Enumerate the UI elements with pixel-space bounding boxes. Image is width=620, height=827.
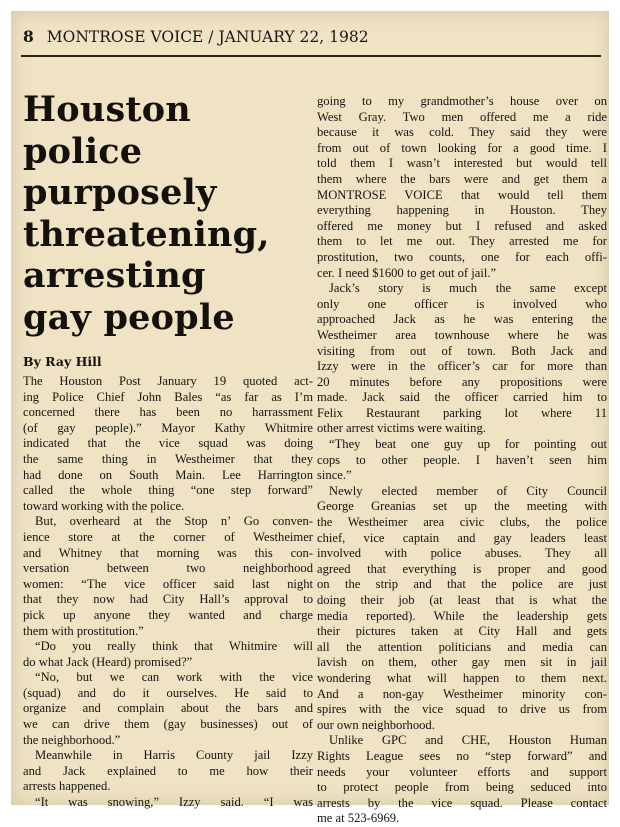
page-number: 8 — [23, 27, 34, 46]
text-line: to protect people from being seduced into — [317, 780, 607, 795]
text-line: indicated that the vice squad was doing — [23, 436, 313, 451]
text-line: concerned there has been no harrassment — [23, 405, 313, 420]
text-line: And a non-gay Westheimer minority con- — [317, 686, 607, 701]
text-line: we can drive them (gay businesses) out of — [23, 717, 313, 732]
text-line: the neighborhood.” — [23, 732, 121, 747]
text-line: because it was cold. They said they were — [317, 125, 607, 140]
text-line: the Westheimer area civic clubs, the police — [317, 515, 607, 530]
text-line: on the strip and that the police are just — [317, 577, 607, 592]
text-line: them to let me out. They arrested me for — [317, 234, 607, 249]
text-line: MONTROSE VOICE that would tell them — [317, 187, 607, 202]
masthead: MONTROSE VOICE / JANUARY 22, 1982 — [46, 28, 369, 46]
text-line: “They beat one guy up for pointing out — [329, 437, 607, 452]
text-line: from out of town looking for a good time. I — [317, 140, 607, 155]
text-line: do what Jack (Heard) promised?” — [23, 654, 193, 669]
text-line: Westheimer area townhouse where he was — [317, 327, 607, 342]
text-line: the same thing in Westheimer that they — [23, 451, 313, 466]
headline-line: police — [23, 130, 143, 172]
text-line: pick up anyone they wanted and charge — [23, 607, 313, 622]
text-line: arrests by the vice squad. Please contact — [317, 795, 607, 810]
headline-line: gay people — [23, 296, 235, 338]
text-line: spires with the vice squad to drive us from — [317, 702, 607, 717]
text-line: had done on South Main. Lee Harrington — [23, 467, 313, 482]
text-line: since.” — [317, 468, 352, 483]
text-line: me at 523-6969. — [317, 811, 400, 826]
text-line: them where the bars were and get them a — [317, 171, 607, 186]
text-line: them with prostitution.” — [23, 623, 144, 638]
text-line: offered me money but I refused and asked — [317, 218, 607, 233]
text-line: Unlike GPC and CHE, Houston Human — [329, 733, 607, 748]
text-line: wondering what will happen to them next. — [317, 670, 607, 685]
text-line: George Greanias set up the meeting with — [317, 499, 607, 514]
byline: By Ray Hill — [23, 354, 102, 369]
text-line: needs your volunteer efforts and support — [317, 764, 607, 779]
text-line: doing their job (at least that is what the — [317, 593, 607, 607]
text-line: (of gay people).” Mayor Kathy Whitmire — [23, 420, 313, 435]
text-line: told them I wasn’t interested but would tell — [317, 156, 607, 171]
text-line: our own neighborhood. — [317, 717, 435, 732]
text-line: Felix Restaurant parking lot where 11 — [317, 405, 607, 420]
text-line: versation between two neighborhood — [23, 561, 313, 576]
text-line: Jack’s story is much the same except — [329, 281, 607, 296]
text-line: lavish on them, other gay men sit in jail — [317, 655, 607, 670]
text-line: “Do you really think that Whitmire will — [35, 639, 313, 654]
text-line: media reported). While the leadership gets — [317, 608, 607, 623]
text-line: organize and complain about the bars and — [23, 701, 313, 716]
text-line: called the whole thing “one step forward” — [23, 483, 313, 498]
text-line: going to my grandmother’s house over on — [317, 94, 607, 108]
header-rule — [21, 55, 601, 57]
headline-line: purposely — [23, 172, 217, 213]
text-line: made. Jack said the officer carried him to — [317, 390, 607, 405]
text-line: cops to other people. I haven’t seen him — [317, 452, 607, 467]
article-column-left — [23, 374, 313, 811]
text-line: involved with police abuses. They all — [317, 546, 607, 561]
text-line: (squad) and do it ourselves. He said to — [23, 685, 313, 700]
text-line: cer. I need $1600 to get out of jail.” — [317, 265, 497, 280]
text-line: all the attention politicians and media can — [317, 639, 607, 654]
text-line: ience store at the corner of Westheimer — [23, 529, 313, 544]
text-line: women: “The vice officer said last night — [23, 576, 313, 591]
text-line: Izzy were in the officer’s car for more than — [317, 359, 607, 374]
text-line: West Gray. Two men offered me a ride — [317, 109, 607, 124]
text-line: and Jack explained to me how their — [23, 763, 313, 778]
text-line: visiting from out of town. Both Jack and — [317, 343, 607, 358]
headline-line: threatening, — [23, 213, 270, 255]
text-line: chief, vice captain and gay leaders least — [317, 530, 607, 545]
headline-line: Houston — [23, 89, 191, 130]
text-line: and Whitney that morning was this con- — [23, 545, 313, 560]
page-header — [23, 27, 597, 46]
text-line: Rights League sees no “step forward” and — [317, 748, 607, 763]
text-line: everything happening in Houston. They — [317, 203, 607, 218]
text-line: approached Jack as he was entering the — [317, 312, 607, 327]
text-line: 20 minutes before any propositions were — [317, 374, 607, 389]
text-line: toward working with the police. — [23, 498, 185, 513]
text-line: that they now had City Hall’s approval to — [23, 592, 313, 607]
text-line: Newly elected member of City Council — [329, 483, 607, 498]
text-line: arrests happened. — [23, 779, 111, 794]
text-line: “No, but we can work with the vice — [35, 670, 313, 685]
headline — [23, 89, 308, 338]
text-line: “It was snowing,” Izzy said. “I was — [35, 795, 313, 810]
text-line: other arrest victims were waiting. — [317, 421, 486, 436]
article-column-right — [317, 94, 607, 827]
text-line: The Houston Post January 19 quoted act- — [23, 374, 313, 388]
text-line: prostitution, two counts, one for each offi- — [317, 249, 607, 264]
text-line: ing Police Chief John Bales “as far as I’m — [23, 389, 313, 404]
headline-line: arresting — [23, 255, 206, 296]
text-line: their pictures taken at City Hall and gets — [317, 624, 607, 639]
text-line: agreed that everything is proper and good — [317, 561, 607, 576]
text-line: But, overheard at the Stop n’ Go conven- — [35, 514, 313, 529]
text-line: only one officer is involved who — [317, 296, 607, 311]
text-line: Meanwhile in Harris County jail Izzy — [35, 748, 313, 763]
newspaper-clipping — [11, 11, 609, 826]
